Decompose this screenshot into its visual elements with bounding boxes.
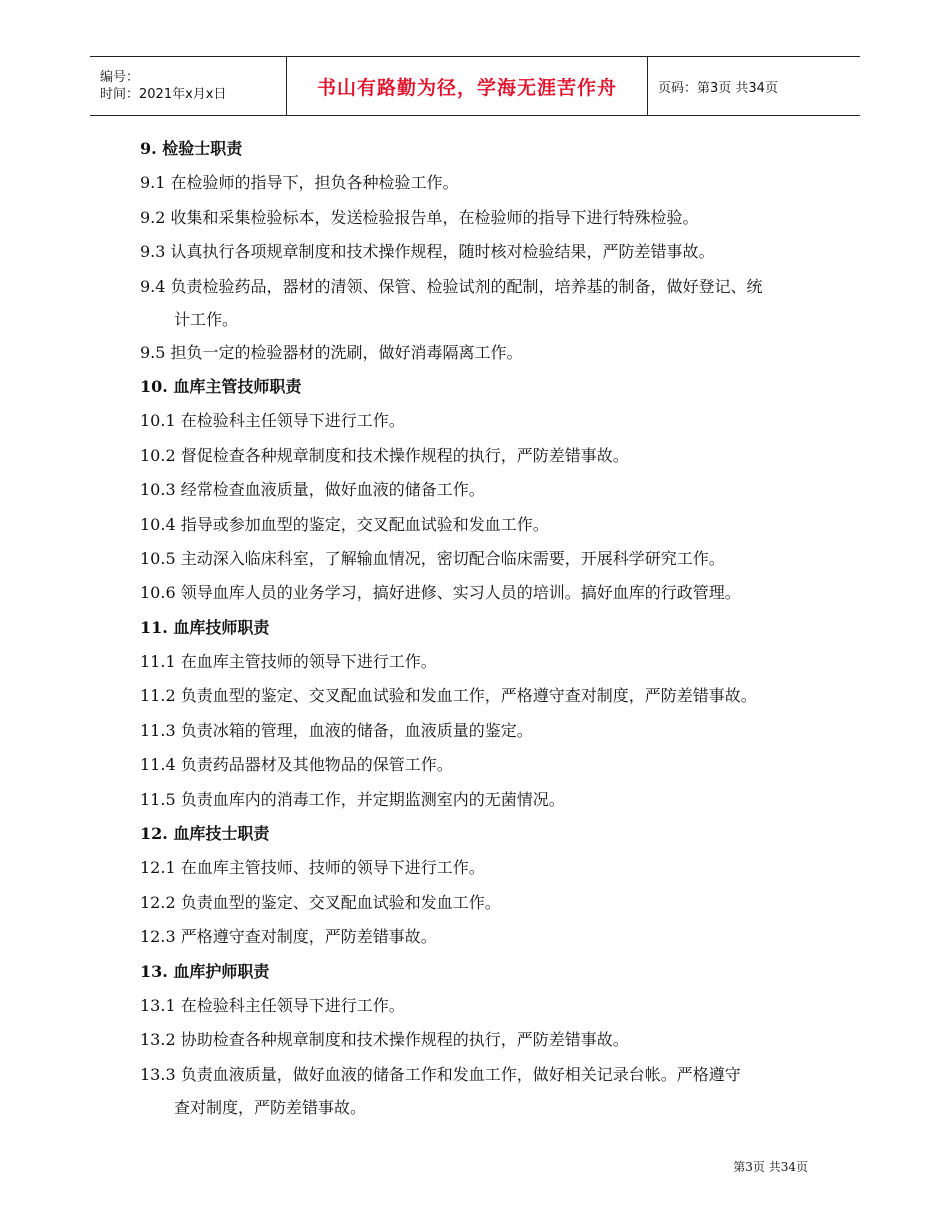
section-heading: 12. 血库技士职责 <box>140 824 270 844</box>
number-label: 编号： <box>100 70 140 85</box>
duty-item: 13.3 负责血液质量，做好血液的储备工作和发血工作，做好相关记录台帐。严格遵守 <box>140 1064 741 1084</box>
duty-item: 13.2 协助检查各种规章制度和技术操作规程的执行，严防差错事故。 <box>140 1030 629 1050</box>
duty-item: 9.2 收集和采集检验标本，发送检验报告单，在检验师的指导下进行特殊检验。 <box>140 207 699 227</box>
header-page-info: 页码：第3页 共34页 <box>658 80 778 96</box>
duty-item: 11.1 在血库主管技师的领导下进行工作。 <box>140 652 437 672</box>
page-footer: 第3页 共34页 <box>733 1160 808 1174</box>
duty-item: 9.3 认真执行各项规章制度和技术操作规程，随时核对检验结果，严防差错事故。 <box>140 242 715 262</box>
duty-item: 13.1 在检验科主任领导下进行工作。 <box>140 995 405 1015</box>
duty-item: 10.6 领导血库人员的业务学习，搞好进修、实习人员的培训。搞好血库的行政管理。 <box>140 583 741 603</box>
duty-item: 10.5 主动深入临床科室，了解输血情况，密切配合临床需要，开展科学研究工作。 <box>140 548 725 568</box>
duty-item: 10.4 指导或参加血型的鉴定，交叉配血试验和发血工作。 <box>140 514 549 534</box>
duty-item: 11.4 负责药品器材及其他物品的保管工作。 <box>140 755 453 775</box>
section-heading: 10. 血库主管技师职责 <box>140 376 302 396</box>
duty-item: 9.1 在检验师的指导下，担负各种检验工作。 <box>140 173 459 193</box>
duty-item: 10.1 在检验科主任领导下进行工作。 <box>140 411 405 431</box>
duty-item: 查对制度，严防差错事故。 <box>174 1097 367 1117</box>
page-header <box>90 56 860 116</box>
section-heading: 11. 血库技师职责 <box>140 617 270 637</box>
duty-item: 9.5 担负一定的检验器材的洗刷，做好消毒隔离工作。 <box>140 342 523 362</box>
duty-item: 12.1 在血库主管技师、技师的领导下进行工作。 <box>140 858 485 878</box>
duty-item: 9.4 负责检验药品，器材的清领、保管、检验试剂的配制，培养基的制备，做好登记、统 <box>140 276 763 296</box>
document-body <box>140 134 840 1126</box>
header-motto: 书山有路勤为径，学海无涯苦作舟 <box>286 57 648 115</box>
section-heading: 9. 检验士职责 <box>140 139 243 158</box>
duty-item: 计工作。 <box>174 309 239 329</box>
duty-item: 10.2 督促检查各种规章制度和技术操作规程的执行，严防差错事故。 <box>140 445 629 465</box>
duty-item: 11.5 负责血库内的消毒工作，并定期监测室内的无菌情况。 <box>140 789 565 809</box>
duty-item: 12.3 严格遵守查对制度，严防差错事故。 <box>140 927 437 947</box>
duty-item: 11.2 负责血型的鉴定、交叉配血试验和发血工作，严格遵守查对制度，严防差错事故。 <box>140 686 757 706</box>
duty-item: 11.3 负责冰箱的管理，血液的储备，血液质量的鉴定。 <box>140 720 533 740</box>
duty-item: 10.3 经常检查血液质量，做好血液的储备工作。 <box>140 480 485 500</box>
duty-item: 12.2 负责血型的鉴定、交叉配血试验和发血工作。 <box>140 892 501 912</box>
header-meta <box>90 57 286 115</box>
section-heading: 13. 血库护师职责 <box>140 961 270 981</box>
time-label: 时间：2021年x月x日 <box>100 87 227 102</box>
